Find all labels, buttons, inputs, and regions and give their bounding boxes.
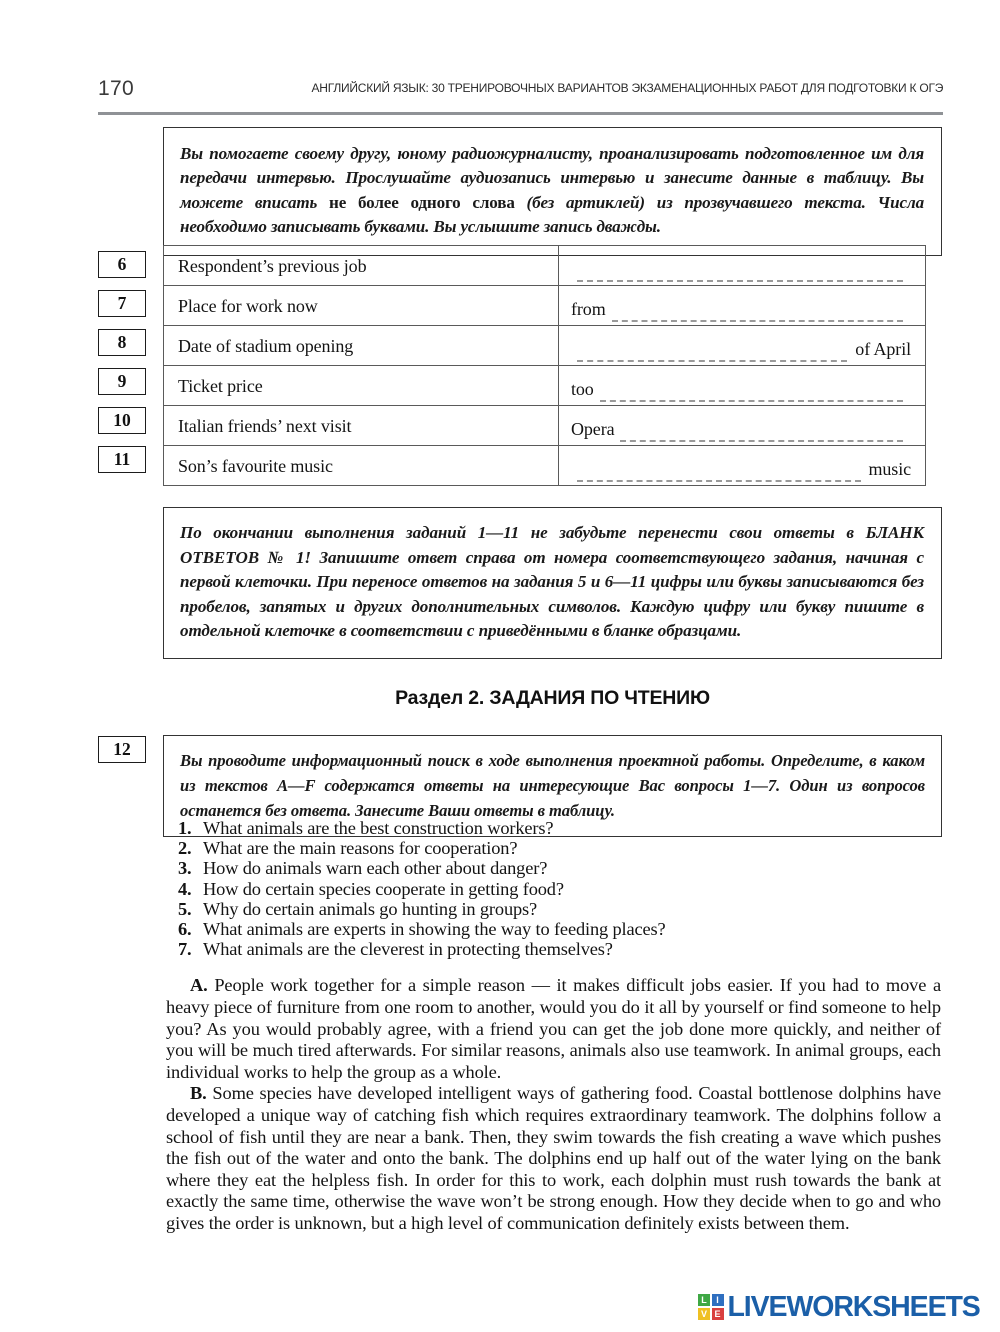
question-number: 6. (178, 919, 192, 940)
list-item (166, 899, 941, 919)
paragraph-body-a: People work together for a simple reason — it makes difficult jobs easier. If you had to move a heavy piece of furniture from one room to another, would you do it all by yourself or find someone to help you? As you would probably agree, with a friend you can get the job done more quickly, and neither of you will be much tired afterwards. For similar reasons, animals also use teamwork. In animal groups, each individual works to help the group as a whole. (166, 975, 942, 1082)
answer-prefix: from (571, 298, 606, 319)
instruction-bold-phrase: не более одного слова (329, 192, 515, 212)
task-number-12: 12 (98, 736, 146, 763)
row-label: Son’s favourite music (164, 446, 559, 486)
question-text: What animals are the best construction workers? (203, 818, 554, 838)
audio-task-instruction-text (180, 142, 924, 240)
reading-task-instruction-text: Вы проводите информационный поиск в ходе выполнения проектной работы. Определите, в каком из текстов A—F содержатся ответы на интересующие Вас вопросы 1—7. Один из вопросов останется без ответа. Занесите Ваши ответы в таблицу. (180, 751, 926, 820)
row-label: Place for work now (164, 286, 559, 326)
answer-blank-line[interactable] (612, 303, 903, 322)
list-item (166, 858, 941, 878)
logo-tile-e: E (712, 1308, 724, 1320)
table-row (164, 366, 926, 406)
answer-inner (571, 290, 911, 322)
row-label: Ticket price (164, 366, 559, 406)
row-answer-field[interactable] (559, 366, 926, 406)
logo-tile-v: V (698, 1308, 710, 1320)
instruction-part-1: Вы помогаете своему другу, юному радиожурналисту, проанализировать подготовленное им для передачи интервью. Прослушайте аудиозапись интервью и занесите данные в таблицу. Вы можете вписать (180, 144, 924, 212)
row-answer-field[interactable] (559, 286, 926, 326)
answer-blank-line[interactable] (620, 423, 903, 442)
task-number-9: 9 (98, 368, 146, 395)
paragraph-letter-a: A. (190, 975, 208, 996)
answer-suffix: of April (855, 338, 911, 359)
answer-blank-line[interactable] (600, 383, 903, 402)
table-row (164, 406, 926, 446)
question-number: 1. (178, 818, 192, 838)
task-number-10: 10 (98, 407, 146, 434)
answer-prefix: Opera (571, 418, 615, 439)
answer-inner (571, 450, 911, 482)
question-number: 4. (178, 878, 192, 899)
list-item (166, 838, 941, 858)
logo-tile-i: I (712, 1294, 724, 1306)
instruction-part-2: (без артиклей) из прозвучавшего текста. Числа необходимо записывать буквами. Вы услышите запись дважды. (180, 192, 924, 237)
answer-inner (571, 250, 911, 282)
paragraph-body-b: Some species have developed intelligent ways of gathering food. Coastal bottlenose dolphins have developed a unique way of catching fish which requires extraordinary teamwork. The dolphins follow a school of fish until they are near a bank. Then, they swim towards the fish creating a wave which pushes the fish out of the water and onto the bank. The dolphins end up half out of the water lying on the bank where they eat the helpless fish. In order for this to work, each dolphin must rush towards the bank at exactly the same time, otherwise the wave won’t be strong enough. How they decide when to go and who gives the order is unknown, but a high level of communication definitely exists between them. (166, 1083, 941, 1233)
section-heading: Раздел 2. ЗАДАНИЯ ПО ЧТЕНИЮ (395, 687, 710, 709)
row-answer-field[interactable] (559, 246, 926, 286)
list-item (166, 939, 941, 959)
answer-inner (571, 370, 911, 402)
task-number-7: 7 (98, 290, 146, 317)
list-item (166, 919, 941, 939)
answer-sheet-instruction-text: По окончании выполнения заданий 1—11 не забудьте перенести свои ответы в БЛАНК ОТВЕТОВ № 1! Запишите ответ справа от номера соответствующего задания, начиная с первой клеточки. При переносе ответов на задания 5 и 6—11 цифры или буквы записываются без пробелов, запятых и других дополнительных символов. Каждую цифру или букву пишите в отдельной клеточке в соответствии с приведёнными в бланке образцами. (180, 523, 924, 641)
table-row (164, 246, 926, 286)
question-list (166, 818, 941, 959)
listening-answer-table (163, 245, 926, 486)
list-item (166, 879, 941, 899)
answer-blank-line[interactable] (577, 263, 903, 282)
question-text: What animals are the cleverest in protecting themselves? (203, 939, 613, 960)
table-row (164, 326, 926, 366)
question-number: 5. (178, 898, 192, 919)
question-text: What are the main reasons for cooperation? (203, 838, 518, 859)
audio-task-instruction-box (163, 127, 942, 256)
paragraph-letter-b: B. (190, 1083, 207, 1104)
page-number: 170 (98, 77, 134, 100)
task-number-6: 6 (98, 251, 146, 278)
answer-prefix: too (571, 378, 594, 399)
row-answer-field[interactable] (559, 326, 926, 366)
reading-text-b (166, 1083, 941, 1234)
liveworksheets-logo[interactable] (698, 1288, 980, 1326)
question-number: 2. (178, 838, 192, 859)
reading-content (166, 818, 941, 1235)
answer-sheet-instruction-box (163, 507, 942, 659)
table-row (164, 286, 926, 326)
question-text: Why do certain animals go hunting in groups? (203, 898, 538, 919)
row-label: Italian friends’ next visit (164, 406, 559, 446)
row-answer-field[interactable] (559, 446, 926, 486)
logo-tile-l: L (698, 1294, 710, 1306)
reading-text-a (166, 975, 941, 1083)
logo-tiles-icon (698, 1294, 724, 1320)
task-number-11: 11 (98, 446, 146, 473)
header-divider (98, 112, 943, 115)
page-header (98, 76, 943, 110)
question-number: 7. (178, 939, 192, 960)
table-row (164, 446, 926, 486)
answer-blank-line[interactable] (577, 463, 861, 482)
question-text: What animals are experts in showing the way to feeding places? (203, 919, 666, 940)
list-item (166, 818, 941, 838)
logo-wordmark: LIVEWORKSHEETS (727, 1291, 980, 1323)
answer-inner (571, 410, 911, 442)
row-answer-field[interactable] (559, 406, 926, 446)
question-text: How do certain species cooperate in getting food? (203, 878, 564, 899)
answer-blank-line[interactable] (577, 343, 847, 362)
row-label: Date of stadium opening (164, 326, 559, 366)
question-text: How do animals warn each other about danger? (203, 858, 548, 879)
answer-table-body (164, 246, 926, 486)
answer-suffix: music (868, 458, 911, 479)
answer-inner (571, 330, 911, 362)
running-head-title: АНГЛИЙСКИЙ ЯЗЫК: 30 ТРЕНИРОВОЧНЫХ ВАРИАНТОВ ЭКЗАМЕНАЦИОННЫХ РАБОТ ДЛЯ ПОДГОТОВКИ К ОГЭ (311, 81, 943, 95)
task-number-8: 8 (98, 329, 146, 356)
row-label: Respondent’s previous job (164, 246, 559, 286)
question-number: 3. (178, 858, 192, 879)
